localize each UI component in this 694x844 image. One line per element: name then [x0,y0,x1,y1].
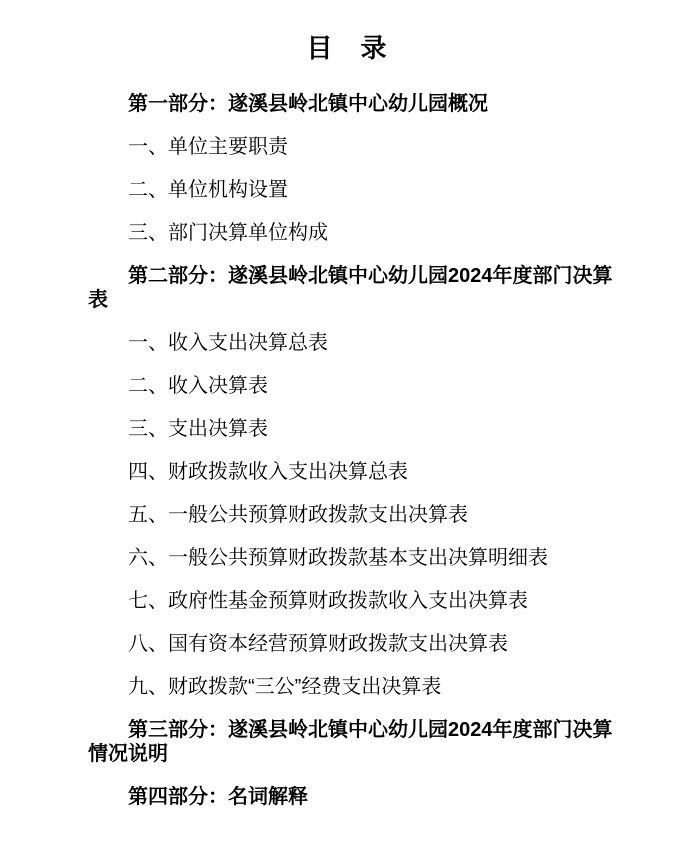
toc-item: 二、单位机构设置 [128,179,288,201]
toc-item: 一、收入支出决算总表 [128,332,328,354]
toc-list [88,92,618,809]
toc-item: 七、政府性基金预算财政拨款收入支出决算表 [128,590,528,612]
toc-item: 五、一般公共预算财政拨款支出决算表 [128,504,468,526]
toc-item: 八、国有资本经营预算财政拨款支出决算表 [128,633,508,655]
toc-item: 一、单位主要职责 [128,136,288,158]
toc-section-heading: 第二部分：遂溪县岭北镇中心幼儿园2024年度部门决算表 [88,265,613,311]
toc-item: 四、财政拨款收入支出决算总表 [128,461,408,483]
toc-item: 三、支出决算表 [128,418,268,440]
toc-title: 目 录 [306,33,388,63]
toc-item: 三、部门决算单位构成 [128,222,328,244]
toc-section-heading: 第一部分：遂溪县岭北镇中心幼儿园概况 [128,93,488,115]
toc-section-heading: 第三部分：遂溪县岭北镇中心幼儿园2024年度部门决算情况说明 [88,719,613,765]
toc-section-heading: 第四部分：名词解释 [128,786,308,808]
toc-item: 六、一般公共预算财政拨款基本支出决算明细表 [128,547,548,569]
toc-item: 九、财政拨款“三公”经费支出决算表 [128,676,442,698]
toc-item: 二、收入决算表 [128,375,268,397]
